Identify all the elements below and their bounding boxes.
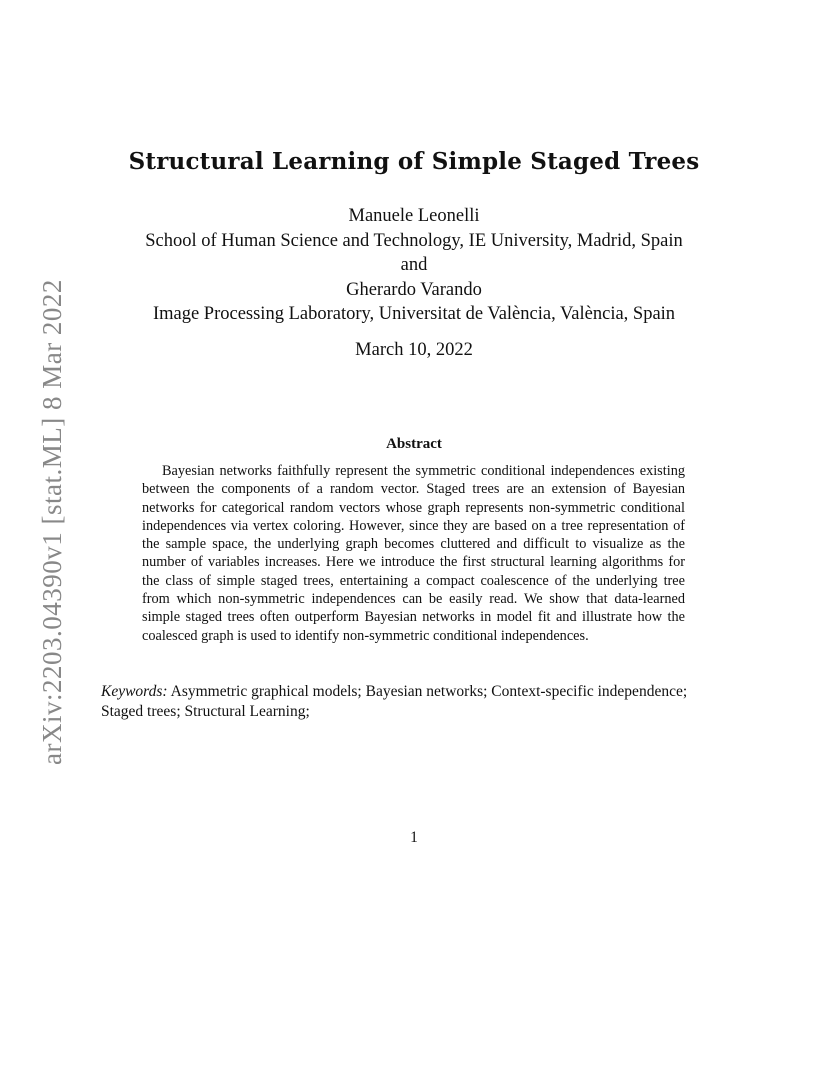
author-name-1: Manuele Leonelli — [348, 206, 480, 226]
abstract-heading: Abstract — [386, 436, 442, 452]
paper-date: March 10, 2022 — [355, 340, 473, 360]
keywords-label: Keywords: — [101, 683, 168, 700]
keywords-text: Asymmetric graphical models; Bayesian networks; Context-specific independence; Staged trees; Structural Learning; — [101, 683, 688, 720]
author-conjunction: and — [400, 255, 428, 275]
author-affiliation-2: Image Processing Laboratory, Universitat de València, València, Spain — [152, 304, 676, 324]
author-block — [0, 204, 828, 327]
keywords-section — [101, 682, 727, 722]
page-number: 1 — [410, 829, 418, 846]
author-affiliation-1: School of Human Science and Technology, IE University, Madrid, Spain — [145, 230, 683, 251]
paper-title: Structural Learning of Simple Staged Trees — [128, 148, 700, 175]
arxiv-margin-identifier: arXiv:2203.04390v1 [stat.ML] 8 Mar 2022 — [37, 279, 67, 765]
author-name-2: Gherardo Varando — [346, 279, 482, 300]
abstract-text: Bayesian networks faithfully represent the symmetric conditional independences existing between the components of a random vector. Staged trees are an extension of Bayesian networks for categorical random vectors whose graph represents non-symmetric conditional independences via vertex coloring. However, since they are based on a tree representation of the sample space, the underlying graph becomes cluttered and difficult to visualize as the number of variables increases. Here we introduce the first structural learning algorithms for the class of simple staged trees, entertaining a compact coalescence of the underlying tree from which non-symmetric independences can be easily read. We show that data-learned simple staged trees often outperform Bayesian networks in model fit and illustrate how the coalesced graph is used to identify non-symmetric conditional independences. — [142, 463, 685, 644]
